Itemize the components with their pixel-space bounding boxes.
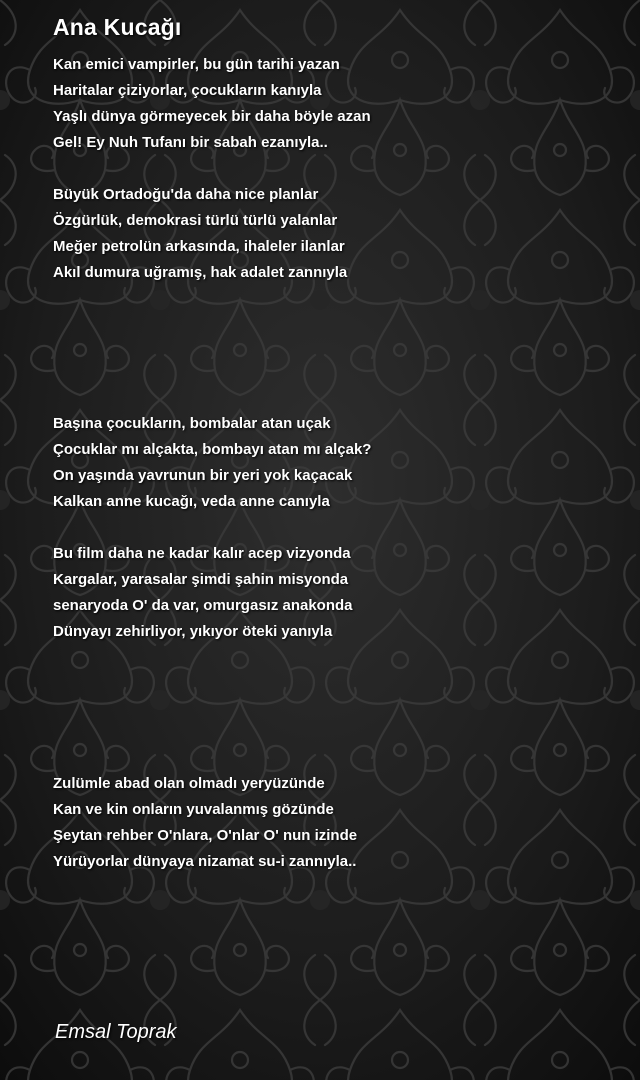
- stanza-2: [53, 182, 347, 286]
- poem-line: Akıl dumura uğramış, hak adalet zannıyla: [53, 264, 348, 281]
- poem-line: On yaşında yavrunun bir yeri yok kaçacak: [53, 467, 353, 484]
- poem-line: Haritalar çiziyorlar, çocukların kanıyla: [53, 82, 322, 99]
- poem-line: Özgürlük, demokrasi türlü türlü yalanlar: [53, 212, 338, 229]
- stanza-4: [53, 541, 353, 645]
- poem-author: Emsal Toprak: [55, 1021, 177, 1043]
- poem-line: Kan ve kin onların yuvalanmış gözünde: [53, 801, 334, 818]
- poem-line: Yaşlı dünya görmeyecek bir daha böyle azan: [53, 108, 371, 125]
- poem-line: Bu film daha ne kadar kalır acep vizyonda: [53, 545, 351, 562]
- poem-line: Kan emici vampirler, bu gün tarihi yazan: [53, 56, 340, 73]
- poem-line: Kalkan anne kucağı, veda anne canıyla: [53, 493, 330, 510]
- poem-line: Şeytan rehber O'nlara, O'nlar O' nun izinde: [53, 827, 358, 844]
- poem-line: Büyük Ortadoğu'da daha nice planlar: [53, 186, 319, 203]
- poem-title: Ana Kucağı: [53, 14, 182, 40]
- stanza-3: [53, 411, 371, 515]
- poem-line: Yürüyorlar dünyaya nizamat su-i zannıyla..: [53, 853, 357, 870]
- poem-line: Zulümle abad olan olmadı yeryüzünde: [53, 775, 325, 792]
- stanza-5: [53, 771, 357, 875]
- poem-line: Çocuklar mı alçakta, bombayı atan mı alçak?: [53, 441, 372, 458]
- poem-line: Gel! Ey Nuh Tufanı bir sabah ezanıyla..: [53, 134, 328, 151]
- poem-line: Dünyayı zehirliyor, yıkıyor öteki yanıyla: [53, 623, 333, 640]
- poem-line: senaryoda O' da var, omurgasız anakonda: [53, 597, 353, 614]
- stanza-1: [53, 52, 371, 156]
- poem-line: Meğer petrolün arkasında, ihaleler ilanlar: [53, 238, 345, 255]
- poem-line: Başına çocukların, bombalar atan uçak: [53, 415, 331, 432]
- poem-line: Kargalar, yarasalar şimdi şahin misyonda: [53, 571, 349, 588]
